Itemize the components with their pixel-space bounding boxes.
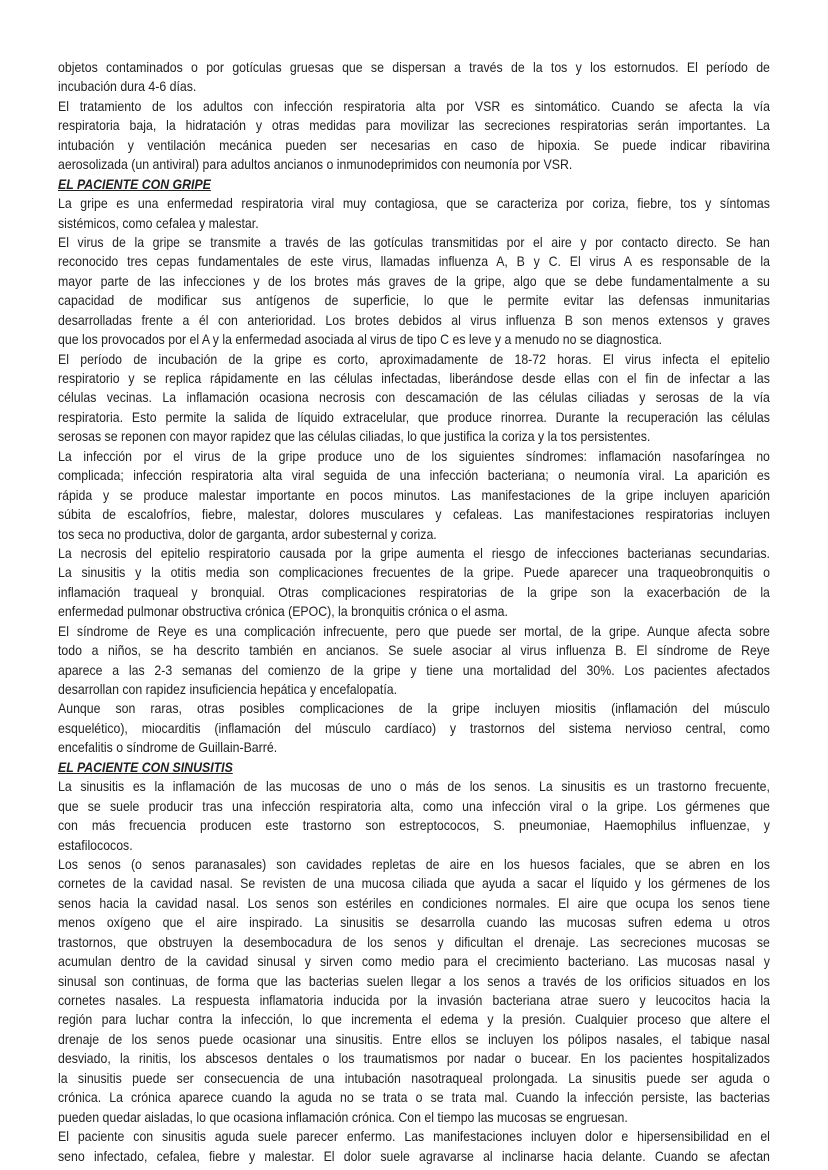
paragraph <box>58 194 770 233</box>
text-line: menos oxígeno que el aire inspirado. La sinusitis se desarrolla cuando las mucosas sufren edema u otros <box>58 914 770 931</box>
text-line: la sinusitis puede ser consecuencia de una intubación nasotraqueal prolongada. La sinusitis puede ser aguda o <box>58 1069 770 1086</box>
text-line: La sinusitis es la inflamación de las mucosas de uno o más de los senos. La sinusitis es un trastorno frecuente, <box>58 778 770 795</box>
paragraph <box>58 699 770 757</box>
text-line: súbita de escalofríos, fiebre, malestar, dolores musculares y cefaleas. Las manifestaciones respiratorias incluyen <box>58 506 770 523</box>
text-line: Los senos (o senos paranasales) son cavidades repletas de aire en los huesos faciales, que se abren en los <box>58 855 770 872</box>
text-line: crónica. La crónica aparece cuando la aguda no se trata o se trata mal. Cuando la infección persiste, las bacterias <box>58 1089 770 1106</box>
text-line: serosas se reponen con mayor rapidez que las células ciliadas, lo que justifica la coriza y la tos persistentes. <box>58 428 651 445</box>
text-line: estafilococos. <box>58 836 133 853</box>
text-line: aparece a las 2-3 semanas del comienzo de la gripe y tiene una mortalidad del 30%. Los pacientes afectados <box>58 661 770 678</box>
paragraph <box>58 544 770 622</box>
text-line: enfermedad pulmonar obstructiva crónica (EPOC), la bronquitis crónica o el asma. <box>58 603 508 620</box>
text-line: pueden quedar aisladas, lo que ocasiona inflamación crónica. Con el tiempo las mucosas se engruesan. <box>58 1108 628 1125</box>
paragraph <box>58 855 770 1127</box>
text-line: aerosolizada (un antiviral) para adultos ancianos o inmunodeprimidos con neumonía por VSR. <box>58 156 573 173</box>
text-line: tos seca no productiva, dolor de garganta, ardor subesternal y coriza. <box>58 525 437 542</box>
paragraph <box>58 350 770 447</box>
text-line: El tratamiento de los adultos con infección respiratoria alta por VSR es sintomático. Cuando se afecta la vía <box>58 97 770 114</box>
text-line: que se suele producir tras una infección respiratoria alta, como una infección viral o la gripe. Los gérmenes que <box>58 797 770 814</box>
text-line: encefalitis o síndrome de Guillain-Barré. <box>58 739 278 756</box>
text-line: trastornos, que obstruyen la desembocadura de los senos y dificultan el drenaje. Las secreciones mucosas se <box>58 933 770 950</box>
text-line: objetos contaminados o por gotículas gruesas que se dispersan a través de la tos y los estornudos. El período de <box>58 59 770 75</box>
text-line: región para luchar contra la infección, lo que incrementa el edema y la presión. Cualquier proceso que altere el <box>58 1011 770 1028</box>
text-line: El período de incubación de la gripe es corto, aproximadamente de 18-72 horas. El virus infecta el epitelio <box>58 350 770 367</box>
text-line: El paciente con sinusitis aguda suele parecer enfermo. Las manifestaciones incluyen dolor e hipersensibilidad en el <box>58 1128 770 1145</box>
text-line: La sinusitis y la otitis media son complicaciones frecuentes de la gripe. Puede aparecer una traqueobronquitis o <box>58 564 770 581</box>
text-line: desviado, la rinitis, los abscesos dentales o los traumatismos por nadar o bucear. En los pacientes hospitalizados <box>58 1050 770 1067</box>
text-line: La infección por el virus de la gripe produce uno de los siguientes síndromes: inflamación nasofaríngea no <box>58 447 770 464</box>
text-line: cornetes de la cavidad nasal. Se revisten de una mucosa ciliada que ayuda a sacar el líquido y los gérmenes de los <box>58 875 770 892</box>
text-line: respiratorio y se replica rápidamente en las células infectadas, liberándose desde ellas con el fin de infectar a las <box>58 370 770 386</box>
paragraph <box>58 622 770 700</box>
heading-text: EL PACIENTE CON GRIPE <box>58 175 211 192</box>
paragraph <box>58 97 770 175</box>
text-line: esquelético), miocarditis (inflamación del músculo cardíaco) y trastornos del sistema nervioso central, como <box>58 719 770 736</box>
text-line: complicada; infección respiratoria alta viral seguida de una infección bacteriana; o neumonía viral. La aparición es <box>58 467 770 484</box>
text-line: respiratoria baja, la hidratación y otras medidas para movilizar las secreciones respiratorias serán importantes. La <box>58 117 770 134</box>
text-line: con más frecuencia producen este trastorno son estreptococos, S. pneumoniae, Haemophilus influenzae, y <box>58 817 770 834</box>
text-line: sinusal son continuas, de forma que las bacterias suelen llegar a los senos a través de los orificios situados en los <box>58 972 770 989</box>
document-body <box>58 58 770 1166</box>
text-line: células vecinas. La inflamación ocasiona necrosis con descamación de las células ciliadas y serosas de la vía <box>58 389 770 406</box>
text-line: rápida y se produce malestar importante en pocos minutos. Las manifestaciones de la gripe incluyen aparición <box>58 486 770 503</box>
text-line: sistémicos, como cefalea y malestar. <box>58 214 259 231</box>
text-line: inflamación traqueal y bronquial. Otras complicaciones respiratorias de la gripe son la exacerbación de la <box>58 583 770 600</box>
text-line: desarrolladas frente a él con anterioridad. Los brotes debidos al virus influenza B son menos extensos y graves <box>58 311 770 328</box>
section-heading <box>58 175 770 194</box>
text-line: todo a niños, se ha descrito también en ancianos. Se suele asociar al virus influenza B. El síndrome de Reye <box>58 642 770 659</box>
paragraph <box>58 777 770 855</box>
text-line: seno infectado, cefalea, fiebre y malestar. El dolor suele agravarse al inclinarse hacia delante. Cuando se afectan <box>58 1147 770 1164</box>
text-line: senos hacia la cavidad nasal. Los senos son estériles en condiciones normales. El aire que ocupa los senos tiene <box>58 894 770 911</box>
text-line: respiratoria. Esto permite la salida de líquido extracelular, que produce rinorrea. Durante la recuperación las células <box>58 408 770 425</box>
text-line: acumulan dentro de la cavidad sinusal y sirven como medio para el crecimiento bacteriano. Las mucosas nasal y <box>58 953 770 970</box>
text-line: incubación dura 4-6 días. <box>58 78 197 95</box>
text-line: que los provocados por el A y la enfermedad asociada al virus de tipo C es leve y a menudo no se diagnostica. <box>58 331 663 348</box>
section-heading <box>58 758 770 777</box>
text-line: reconocido tres cepas fundamentales de este virus, llamadas influenza A, B y C. El virus A es responsable de la <box>58 253 770 270</box>
text-line: El virus de la gripe se transmite a través de las gotículas transmitidas por el aire y por contacto directo. Se han <box>58 233 770 250</box>
text-line: Aunque son raras, otras posibles complicaciones de la gripe incluyen miositis (inflamación del músculo <box>58 700 770 717</box>
text-line: cornetes nasales. La respuesta inflamatoria inducida por la invasión bacteriana atrae suero y leucocitos hacia la <box>58 992 770 1008</box>
text-line: intubación y ventilación mecánica pueden ser necesarias en caso de hipoxia. Se puede indicar ribavirina <box>58 136 770 153</box>
heading-text: EL PACIENTE CON SINUSITIS <box>58 758 233 775</box>
paragraph <box>58 1127 770 1166</box>
text-line: desarrollan con rapidez insuficiencia hepática y encefalopatía. <box>58 681 398 697</box>
text-line: mayor parte de las infecciones y de los brotes más graves de la gripe, algo que se debe fundamentalmente a su <box>58 272 770 289</box>
text-line: La necrosis del epitelio respiratorio causada por la gripe aumenta el riesgo de infecciones bacterianas secundarias. <box>58 544 770 561</box>
text-line: capacidad de modificar sus antígenos de superficie, lo que le permite evitar las defensas inmunitarias <box>58 292 770 309</box>
text-line: drenaje de los senos puede ocasionar una sinusitis. Entre ellos se incluyen los pólipos nasales, el tabique nasal <box>58 1030 770 1047</box>
paragraph <box>58 447 770 544</box>
text-line: El síndrome de Reye es una complicación infrecuente, pero que puede ser mortal, de la gripe. Aunque afecta sobre <box>58 622 770 639</box>
paragraph <box>58 233 770 350</box>
paragraph <box>58 58 770 97</box>
text-line: La gripe es una enfermedad respiratoria viral muy contagiosa, que se caracteriza por coriza, fiebre, tos y síntomas <box>58 195 770 212</box>
